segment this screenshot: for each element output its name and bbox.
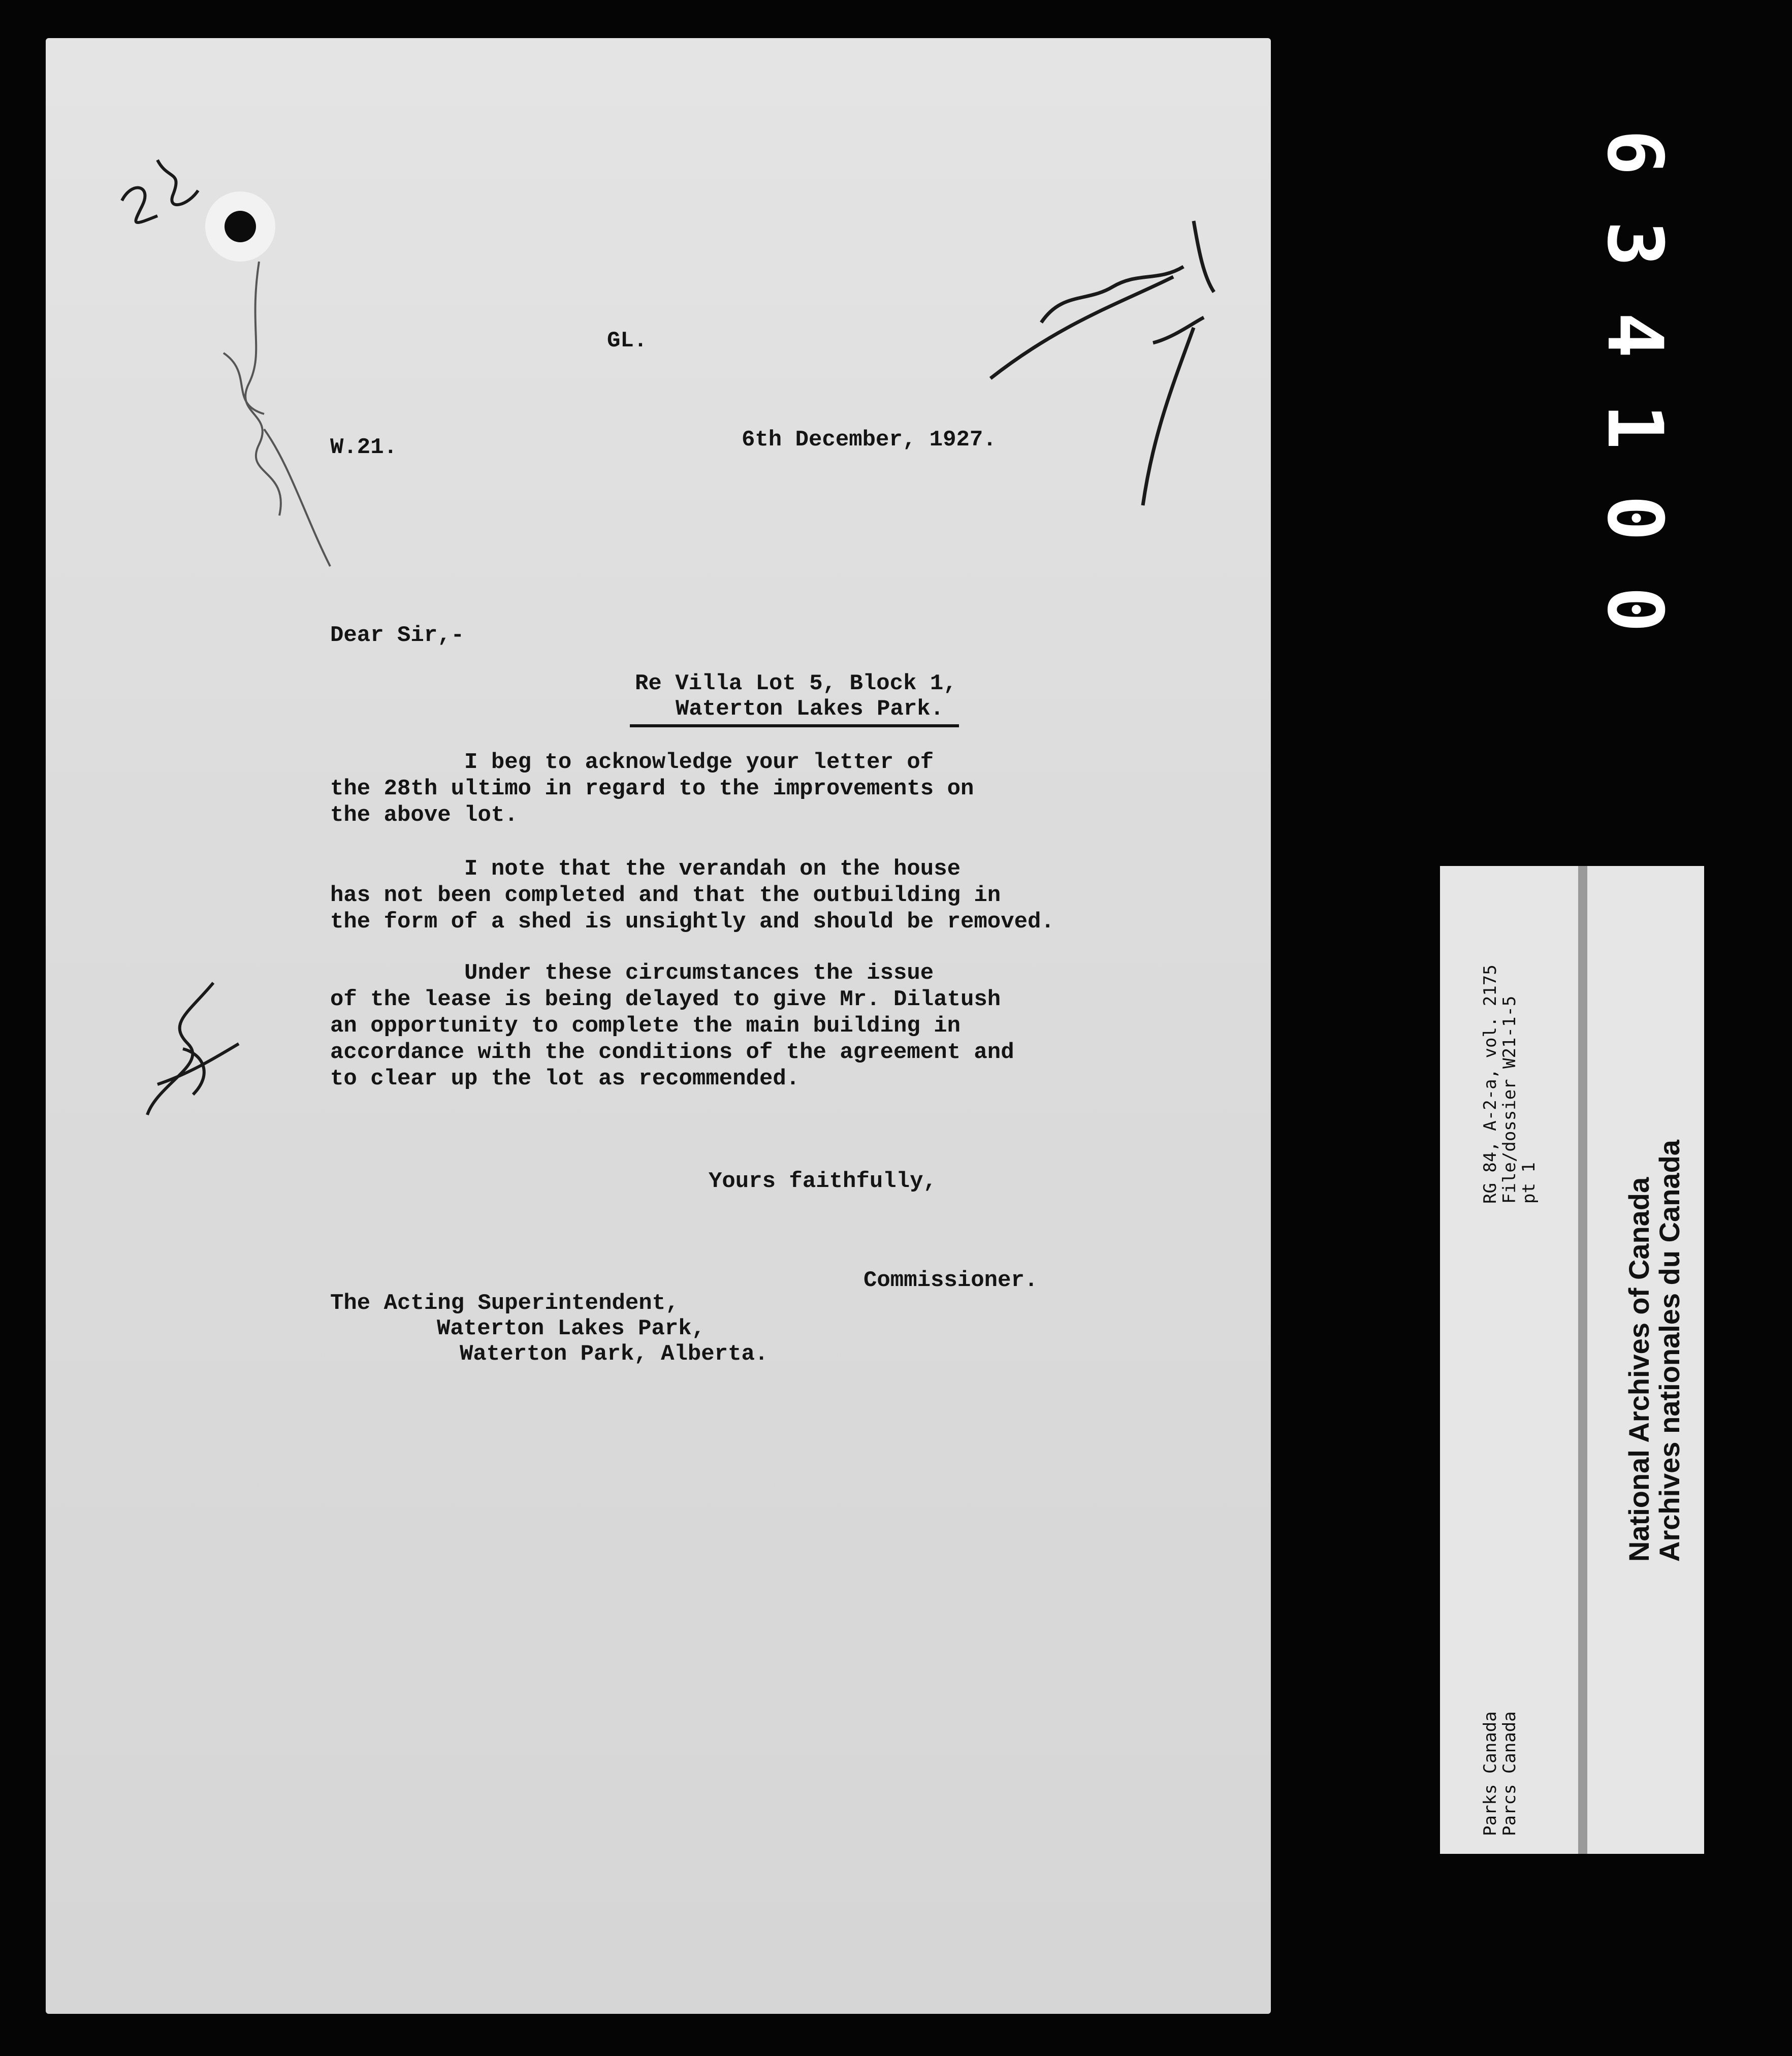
archives-french: Archives nationales du Canada	[1653, 1140, 1685, 1562]
signature-title: Commissioner.	[863, 1268, 1038, 1293]
frame-digit: 4	[1590, 312, 1679, 359]
paragraph-1: I beg to acknowledge your letter of the 28th ultimo in regard to the improvements on the above lot.	[330, 750, 974, 828]
reference-line-1: RG 84, A-2-a, vol. 2175	[1480, 965, 1500, 1204]
frame-number	[1589, 107, 1680, 655]
archives-english: National Archives of Canada	[1623, 1177, 1655, 1562]
frame-digit: 1	[1590, 403, 1679, 450]
recipient-line-3: Waterton Park, Alberta.	[460, 1341, 769, 1367]
handwritten-initials-top-right	[960, 190, 1244, 556]
letter-page	[46, 38, 1271, 2014]
recipient-line-2: Waterton Lakes Park,	[437, 1316, 706, 1341]
subject-line-2: Waterton Lakes Park.	[630, 696, 959, 727]
handwritten-marginal-scribble	[173, 251, 335, 576]
file-reference: W.21.	[330, 435, 398, 460]
reference-line-3: pt 1	[1519, 1162, 1539, 1204]
subject-line-1: Re Villa Lot 5, Block 1,	[635, 671, 957, 696]
letter-date: 6th December, 1927.	[742, 427, 997, 453]
reference-line-2: File/dossier W21-1-5	[1499, 995, 1520, 1204]
salutation: Dear Sir,-	[330, 623, 465, 648]
frame-digit: 0	[1590, 586, 1679, 633]
office-marking: GL.	[607, 328, 648, 354]
punch-hole	[225, 211, 256, 242]
recipient-line-1: The Acting Superintendent,	[330, 1291, 679, 1316]
handwritten-initials-top-left	[112, 130, 213, 241]
paragraph-3: Under these circumstances the issue of the lease is being delayed to give Mr. Dilatush an opportunity to complete the main building in accordance with the conditions of the agreement and to clear up the lot as recommended.	[330, 960, 1014, 1091]
handwritten-marginal-signature	[137, 973, 259, 1125]
archive-label	[1440, 866, 1704, 1854]
agency-english: Parks Canada	[1480, 1711, 1500, 1836]
label-divider	[1578, 866, 1587, 1854]
paragraph-2: I note that the verandah on the house has not been completed and that the outbuilding in the form of a shed is unsightly and should be removed.	[330, 856, 1054, 935]
frame-digit: 3	[1590, 220, 1679, 267]
closing: Yours faithfully,	[709, 1169, 937, 1194]
frame-digit: 6	[1590, 129, 1679, 176]
frame-digit: 0	[1590, 495, 1679, 541]
agency-french: Parcs Canada	[1499, 1711, 1520, 1836]
